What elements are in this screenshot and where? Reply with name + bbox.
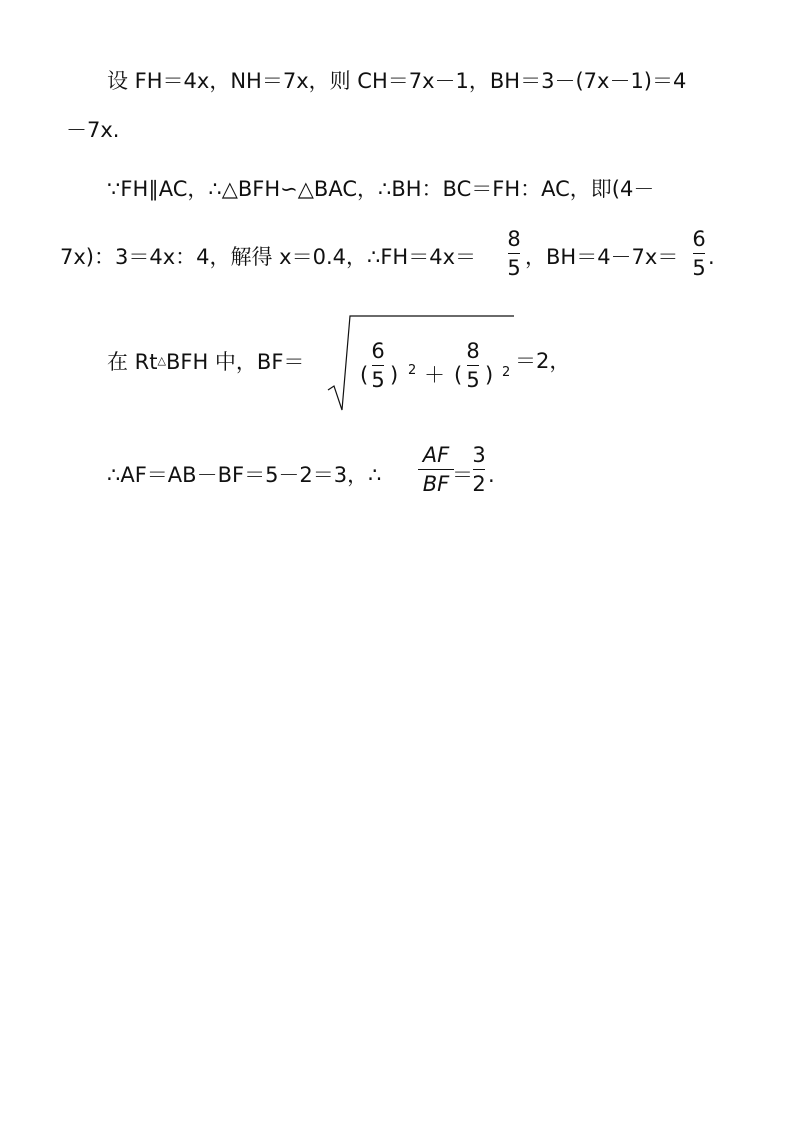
fraction-3-2 [468,442,490,497]
solution-line-6c [488,462,495,488]
solution-line-3 [107,176,654,202]
fraction-denominator: 5 [466,368,480,392]
fraction-bar [467,365,479,366]
line-1-text: 设 FH＝4x，NH＝7x，则 CH＝7x－1，BH＝3－(7x－1)＝4 [107,69,687,93]
sqrt-close-paren-1: ) [390,363,399,387]
fraction-numerator: 8 [466,339,480,363]
line-4-text-c: . [708,245,715,269]
line-5-text-b: BFH 中，BF＝ [165,350,305,374]
fraction-denominator: 5 [692,256,706,280]
sqrt-exponent-1: 2 [408,363,417,378]
line-6-text-a: ∴AF＝AB－BF＝5－2＝3，∴ [107,463,382,487]
line-4-text-b: ，BH＝4－7x＝ [525,245,679,269]
fraction-numerator: 8 [507,227,521,251]
fraction-8-5-sqrt [461,338,485,393]
fraction-bar [418,469,454,470]
fraction-bar [693,253,705,254]
solution-line-6 [107,462,382,488]
solution-line-2 [66,117,119,143]
sqrt-open-paren-1: ( [360,363,369,387]
fraction-numerator: AF [422,443,450,467]
fraction-denominator: 5 [371,368,385,392]
sqrt-open-paren-2: ( [454,363,463,387]
line-4-text-a: 7x)：3＝4x：4，解得 x＝0.4，∴FH＝4x＝ [60,245,477,269]
solution-line-4b [525,244,678,270]
sqrt-close-paren-2: ) [485,363,494,387]
sqrt-plus: ＋ [424,363,445,387]
fraction-denominator: 5 [507,256,521,280]
line-3-text: ∵FH∥AC，∴△BFH∽△BAC，∴BH：BC＝FH：AC，即(4－ [107,177,655,201]
fraction-8-5 [503,226,525,281]
fraction-numerator: 6 [371,339,385,363]
fraction-6-5-sqrt [366,338,390,393]
fraction-denominator: 2 [472,472,486,496]
fraction-denominator: BF [422,472,450,496]
fraction-bar [508,253,520,254]
fraction-bar [372,365,384,366]
solution-line-4 [60,244,476,270]
solution-line-5 [107,348,304,375]
sqrt-exponent-2: 2 [502,365,511,380]
line-5-text-c: ＝2， [515,349,571,373]
line-5-text-a: 在 Rt [107,350,158,374]
solution-line-5c [515,348,570,374]
fraction-numerator: 3 [472,443,486,467]
solution-line-4c [708,244,715,270]
line-2-text: －7x. [66,118,120,142]
fraction-af-bf [416,442,456,497]
fraction-numerator: 6 [692,227,706,251]
fraction-bar [473,469,485,470]
fraction-6-5 [688,226,710,281]
solution-line-1 [107,68,686,94]
line-6-text-c: . [488,463,495,487]
line-6-text-b: ＝ [452,463,473,487]
triangle-icon: △ [157,354,166,367]
